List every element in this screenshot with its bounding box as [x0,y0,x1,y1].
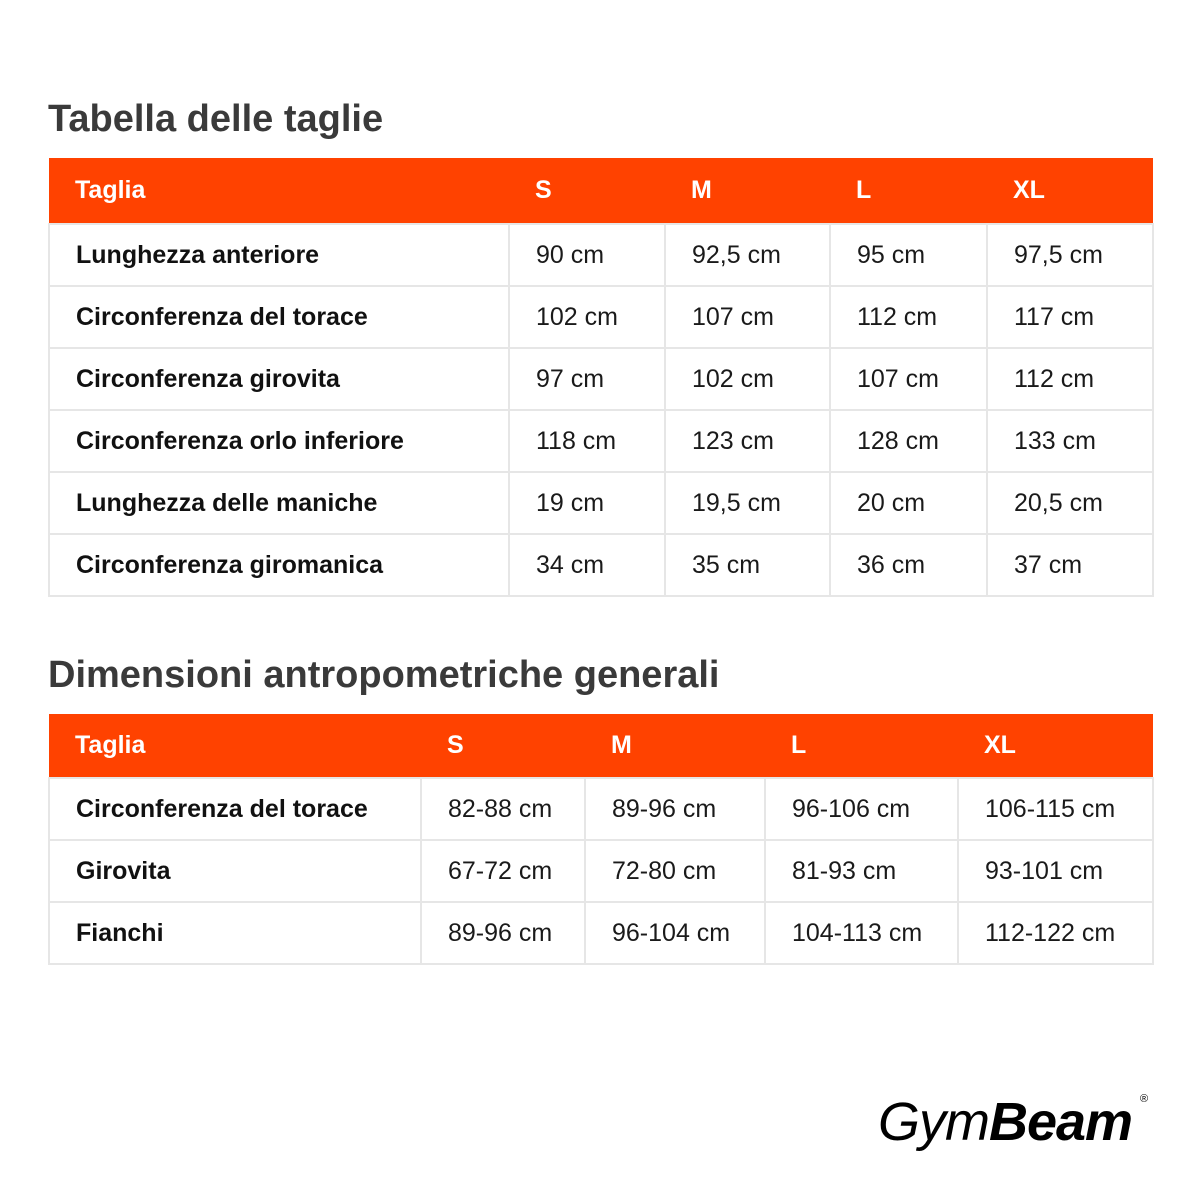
table-cell: 97,5 cm [987,224,1153,286]
table-cell: 118 cm [509,410,665,472]
table-row [49,472,1153,534]
table-cell: 19,5 cm [665,472,830,534]
row-label: Circonferenza del torace [49,286,509,348]
table-cell: 107 cm [665,286,830,348]
table-cell: 90 cm [509,224,665,286]
row-label: Circonferenza del torace [49,778,421,840]
table-cell: 20,5 cm [987,472,1153,534]
table-cell: 89-96 cm [421,902,585,964]
table-cell: 96-106 cm [765,778,958,840]
table-cell: 102 cm [665,348,830,410]
table-cell: 36 cm [830,534,987,596]
row-label: Girovita [49,840,421,902]
body-measurements-title: Dimensioni antropometriche generali [48,654,720,696]
row-label: Fianchi [49,902,421,964]
table-cell: 133 cm [987,410,1153,472]
table-row [49,286,1153,348]
table-cell: 89-96 cm [585,778,765,840]
table-cell: 19 cm [509,472,665,534]
table-cell: 37 cm [987,534,1153,596]
table-cell: 92,5 cm [665,224,830,286]
table-cell: 72-80 cm [585,840,765,902]
body-measurements-table [48,714,1154,965]
table-cell: 106-115 cm [958,778,1153,840]
table-row [49,902,1153,964]
header-size-xl: XL [1013,176,1045,204]
table-cell: 128 cm [830,410,987,472]
logo-text-gym: Gym [878,1092,989,1152]
logo-text-beam: Beam [989,1092,1133,1152]
row-label: Lunghezza anteriore [49,224,509,286]
registered-mark: ® [1140,1093,1148,1105]
size-table [48,158,1154,597]
table-cell: 112 cm [987,348,1153,410]
table-row [49,778,1153,840]
header-size-label: Taglia [75,731,146,759]
table-header-row [49,714,1153,778]
table-cell: 97 cm [509,348,665,410]
table-row [49,348,1153,410]
table-row [49,224,1153,286]
table-cell: 81-93 cm [765,840,958,902]
table-cell: 112 cm [830,286,987,348]
header-size-l: L [856,176,872,204]
header-size-s: S [535,176,552,204]
table-cell: 123 cm [665,410,830,472]
table-cell: 35 cm [665,534,830,596]
gymbeam-logo [878,1092,1148,1152]
table-row [49,410,1153,472]
table-cell: 67-72 cm [421,840,585,902]
row-label: Circonferenza girovita [49,348,509,410]
table-row [49,534,1153,596]
table-cell: 82-88 cm [421,778,585,840]
row-label: Lunghezza delle maniche [49,472,509,534]
header-size-s: S [447,731,464,759]
table-cell: 93-101 cm [958,840,1153,902]
table-header-row [49,158,1153,224]
table-cell: 96-104 cm [585,902,765,964]
table-cell: 95 cm [830,224,987,286]
header-size-label: Taglia [75,176,146,204]
table-cell: 20 cm [830,472,987,534]
row-label: Circonferenza giromanica [49,534,509,596]
table-cell: 102 cm [509,286,665,348]
header-size-m: M [691,176,712,204]
table-cell: 104-113 cm [765,902,958,964]
table-cell: 117 cm [987,286,1153,348]
header-size-m: M [611,731,632,759]
size-table-title: Tabella delle taglie [48,98,384,140]
header-size-l: L [791,731,807,759]
row-label: Circonferenza orlo inferiore [49,410,509,472]
table-cell: 112-122 cm [958,902,1153,964]
table-cell: 34 cm [509,534,665,596]
table-cell: 107 cm [830,348,987,410]
header-size-xl: XL [984,731,1016,759]
table-row [49,840,1153,902]
